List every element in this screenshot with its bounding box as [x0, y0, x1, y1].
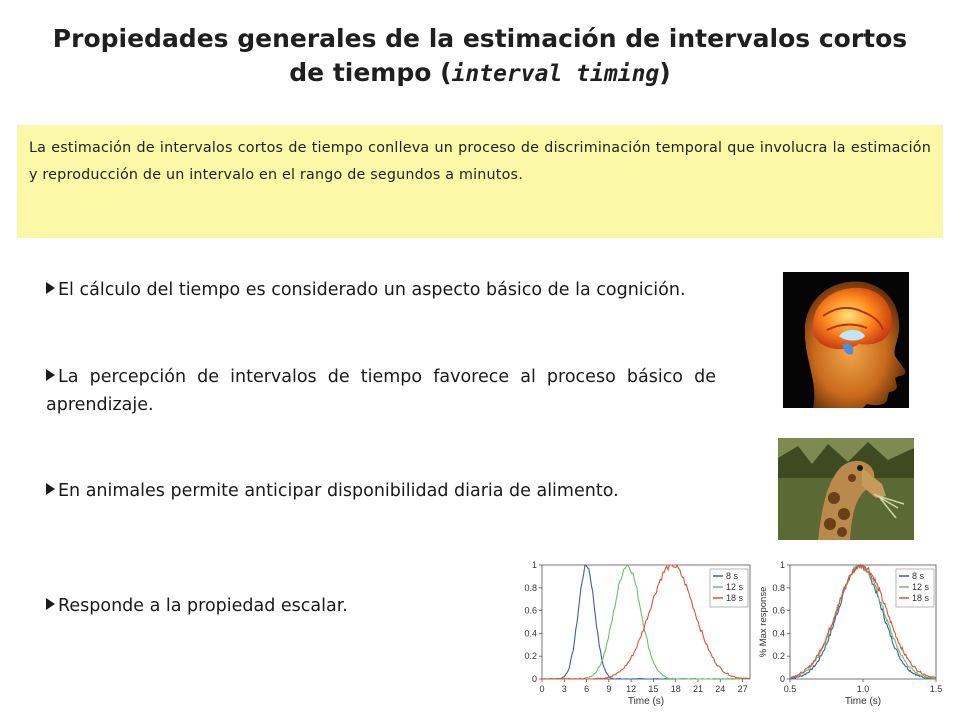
- x-tick-label: 27: [737, 684, 748, 694]
- y-tick-label: 0.8: [524, 582, 537, 593]
- title-post: ): [659, 58, 671, 87]
- bullet-item: [46, 276, 716, 304]
- arrow-bullet-icon: [46, 483, 55, 495]
- y-tick-label: 0.8: [772, 582, 785, 593]
- brain-head-image: [783, 272, 909, 408]
- bullet-item: [46, 363, 716, 419]
- legend-entry: 8 s: [726, 571, 739, 581]
- x-tick-label: 9: [606, 684, 612, 694]
- title-line-1: Propiedades generales de la estimación de intervalos cortos: [52, 24, 908, 53]
- bullet-text: El cálculo del tiempo es considerado un aspecto básico de la cognición.: [58, 280, 686, 300]
- title-italic: interval timing: [451, 61, 660, 87]
- intro-box: [17, 125, 943, 238]
- y-tick-label: 0: [531, 674, 537, 684]
- x-axis-label: Time (s): [844, 696, 882, 707]
- y-tick-label: 0.6: [772, 605, 785, 616]
- scaled-timing-chart-svg: [752, 555, 960, 720]
- y-tick-label: 0.2: [524, 651, 537, 662]
- y-tick-label: 0.4: [524, 628, 537, 639]
- y-tick-label: 0: [779, 674, 785, 684]
- brain-head-illustration: [783, 272, 909, 408]
- title-line-2: [20, 56, 940, 91]
- x-tick-label: 1.0: [856, 684, 870, 694]
- bullet-item: [46, 477, 716, 505]
- arrow-bullet-icon: [46, 369, 55, 381]
- legend-entry: 12 s: [912, 582, 930, 592]
- interval-timing-chart: [508, 555, 758, 720]
- x-tick-label: 12: [626, 684, 637, 694]
- x-tick-label: 18: [670, 684, 681, 694]
- y-tick-label: 0.6: [524, 605, 537, 616]
- legend-entry: 8 s: [912, 571, 925, 581]
- x-tick-label: 0: [539, 684, 545, 694]
- legend-entry: 18 s: [726, 593, 744, 603]
- bullet-text: Responde a la propiedad escalar.: [58, 596, 348, 616]
- x-tick-label: 0.5: [783, 684, 797, 694]
- x-tick-label: 3: [561, 684, 567, 694]
- giraffe-image: [778, 438, 914, 540]
- legend-entry: 12 s: [726, 582, 744, 592]
- arrow-bullet-icon: [46, 598, 55, 610]
- arrow-bullet-icon: [46, 282, 55, 294]
- legend-entry: 18 s: [912, 593, 930, 603]
- y-tick-label: 0.4: [772, 628, 785, 639]
- intro-text: La estimación de intervalos cortos de tiempo conlleva un proceso de discriminación temporal que involucra la estimación y reproducción de un intervalo en el rango de segundos a minutos.: [29, 140, 931, 183]
- bullet-text: La percepción de intervalos de tiempo favorece al proceso básico de aprendizaje.: [46, 367, 716, 415]
- x-tick-label: 15: [648, 684, 659, 694]
- x-tick-label: 24: [715, 684, 726, 694]
- scaled-timing-chart: [752, 555, 960, 720]
- bullet-text: En animales permite anticipar disponibilidad diaria de alimento.: [58, 481, 619, 501]
- title-pre: de tiempo (: [289, 58, 452, 87]
- x-tick-label: 1.5: [929, 684, 943, 694]
- y-tick-label: 1: [531, 560, 537, 570]
- slide-title: [20, 22, 940, 91]
- y-tick-label: 0.2: [772, 651, 785, 662]
- interval-timing-chart-svg: [508, 555, 758, 720]
- giraffe-illustration: [778, 438, 914, 540]
- x-axis-label: Time (s): [627, 696, 665, 707]
- y-axis-label: % Max response: [758, 586, 769, 658]
- y-tick-label: 1: [779, 560, 785, 570]
- x-tick-label: 21: [692, 684, 704, 694]
- x-tick-label: 6: [584, 684, 590, 694]
